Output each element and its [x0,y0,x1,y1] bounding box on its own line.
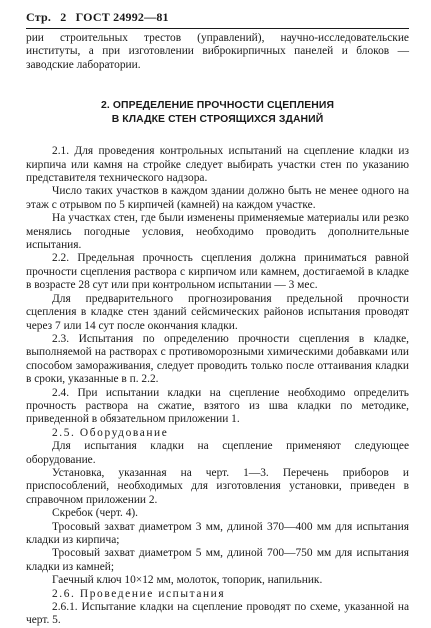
page-label: Стр. [26,10,52,24]
subsection-2-5-title: 2.5. Оборудование [52,426,169,439]
paragraph-2-5-c: Тросовый захват диаметром 3 мм, длиной 370—400 мм для испытания кладки из кирпича; [26,520,409,546]
paragraph-2-2: 2.2. Предельная прочность сцепления должна приниматься равной прочности сцепления раствора с кирпичом или камнем, достигаемой в кладке в возрасте 28 сут или при контрольном испытании — 3 мес. [26,252,409,292]
paragraph-2-5-e: Гаечный ключ 10×12 мм, молоток, топорик, напильник. [52,574,323,587]
paragraph-2-2-b: Для предварительного прогнозирования предельной прочности сцепления в кладке стен зданий сейсмических районов испытания проводят через 7 или 14 сут после окончания кладки. [26,292,409,332]
paragraph-2-6-1: 2.6.1. Испытание кладки на сцепление проводят по схеме, указанной на черт. 5. [26,601,409,627]
header-rule [26,28,409,29]
paragraph-2-5-d: Тросовый захват диаметром 5 мм, длиной 700—750 мм для испытания кладки из камней; [26,547,409,573]
paragraph-2-1-c: На участках стен, где были изменены применяемые материалы или резко менялись погодные условия, необходимо проводить дополнительные испытания. [26,212,409,252]
intro-text: рии строительных трестов (управлений), научно-исследовательские институты, а при изготовлении виброкирпичных панелей и блоков — заводские лаборатории. [26,32,409,71]
paragraph-2-3: 2.3. Испытания по определению прочности сцепления в кладке, выполняемой на растворах с противоморозными химическими добавками или способом замораживания, следует проводить только после оттаивания кладки в сроки, указанные в п. 2.2. [26,332,409,386]
paragraph-2-5-a: Установка, указанная на черт. 1—3. Перечень приборов и приспособлений, необходимых для изготовления установки, приведен в справочном приложении 2. [26,466,409,506]
paragraph-2-1-b: Число таких участков в каждом здании должно быть не менее одного на этаж с отрывом по 5 кирпичей (камней) на каждом участке. [26,185,409,211]
paragraph-2-4: 2.4. При испытании кладки на сцепление необходимо определить прочность раствора на сжатие, взятого из шва кладки по методике, приведенной в обязательном приложении 1. [26,386,409,426]
section-heading-line2: В КЛАДКЕ СТЕН СТРОЯЩИХСЯ ЗДАНИЙ [111,114,324,126]
page-header [26,10,409,25]
paragraph-2-5-b: Скребок (черт. 4). [52,507,139,520]
paragraph-2-1: 2.1. Для проведения контрольных испытаний на сцепление кладки из кирпича или камня на стройке следует выбирать участки стен по указанию представителя технического надзора. [26,145,409,185]
paragraph-2-5: Для испытания кладки на сцепление применяют следующее оборудование. [26,440,409,466]
standard-code: ГОСТ 24992—81 [75,10,169,24]
section-heading-line1: 2. ОПРЕДЕЛЕНИЕ ПРОЧНОСТИ СЦЕПЛЕНИЯ [100,100,335,112]
page-number: 2 [60,10,67,24]
section-heading [26,99,409,127]
subsection-2-6-title: 2.6. Проведение испытания [52,587,226,600]
